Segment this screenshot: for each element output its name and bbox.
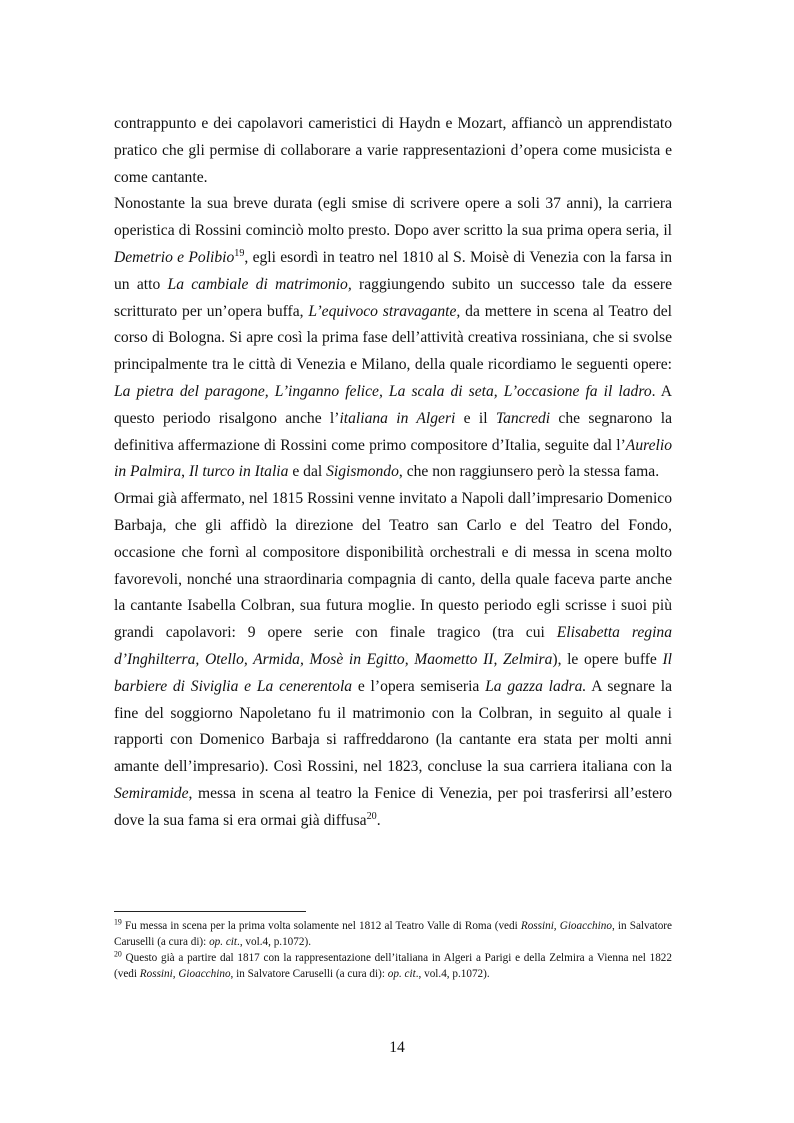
- text-run: ., vol.4, p.1072).: [415, 967, 490, 980]
- paragraph-2: [114, 191, 672, 486]
- citation-title: Rossini, Gioacchino: [520, 920, 612, 932]
- text-run: Questo già a partire dal 1817 con la rappresentazione dell’italiana in Algeri a Parigi e della Zelmira a Vienna nel 1822 (vedi: [114, 952, 672, 980]
- footnotes: [114, 919, 672, 983]
- opera-title: La cambiale di matrimonio,: [167, 275, 352, 293]
- text-run: ), le opere buffe: [552, 650, 663, 668]
- text-run: da mettere in scena al Teatro del corso di Bologna. Si apre così la prima fase dell’attività creativa rossiniana, che si svolse principalmente tra le città di Venezia e Milano, della quale ricordiamo le seguenti opere:: [114, 302, 672, 374]
- opera-titles: Elisabetta regina d’Inghilterra, Otello, Armida, Mosè in Egitto, Maometto II, Zelmira: [114, 624, 672, 668]
- text-run: Ormai già affermato, nel 1815 Rossini venne invitato a Napoli dall’impresario Domenico Barbaja, che gli affidò la direzione del Teatro san Carlo e del Teatro del Fondo, occasione che fornì al compositore disponibilità orchestrali e di messa in scena molto favorevoli, nonché una straordinaria compagnia di canto, della quale faceva parte anche la cantante Isabella Colbran, sua futura moglie. In questo periodo egli scrisse i suoi più grandi capolavori: 9 opere serie con finale tragico (tra cui: [114, 490, 672, 642]
- paragraph-3: [114, 486, 672, 834]
- opera-title: Il turco in Italia: [188, 463, 289, 481]
- text-run: , che non raggiunsero però la stessa fama.: [398, 463, 660, 481]
- footnote-ref-19: 19: [234, 247, 245, 259]
- footnote-ref-20: 20: [366, 810, 377, 822]
- footnote-separator: [114, 911, 306, 912]
- text-run: .: [376, 811, 381, 829]
- text-run: Nonostante la sua breve durata (egli smise di scrivere opere a soli 37 anni), la carriera operistica di Rossini cominciò molto presto. Dopo aver scritto la sua prima opera seria, il: [114, 195, 672, 240]
- text-run: , in Salvatore Caruselli (a cura di):: [114, 920, 672, 948]
- opera-titles: La pietra del paragone, L’inganno felice, La scala di seta, L’occasione fa il ladro: [114, 382, 652, 400]
- opera-title: Sigismondo: [326, 463, 399, 481]
- text-run: , in Salvatore Caruselli (a cura di):: [230, 967, 388, 980]
- page-number: 14: [389, 1039, 405, 1056]
- text-run: raggiungendo subito un successo tale da essere scritturato per un’opera buffa,: [114, 275, 672, 320]
- opera-title: Tancredi: [495, 409, 551, 427]
- text-run: ., vol.4, p.1072).: [237, 935, 311, 948]
- footnote-number: 20: [114, 949, 122, 959]
- text-run: e dal: [288, 463, 327, 481]
- text-run: , messa in scena al teatro la Fenice di Venezia, per poi trasferirsi all’estero dove la sua fama si era ormai già diffusa: [114, 784, 672, 829]
- text-run: ,: [181, 463, 189, 481]
- text-run: A segnare la fine del soggiorno Napoletano fu il matrimonio con la Colbran, in seguito al quale i rapporti con Domenico Barbaja si raffreddarono (la cantante era stata per molti anni amante dell’impresario). Così Rossini, nel 1823, concluse la sua carriera italiana con la: [114, 677, 672, 776]
- citation-title: Rossini, Gioacchino: [139, 967, 231, 980]
- text-run: che segnarono la definitiva affermazione di Rossini come primo compositore d’Italia, seguite dal l’: [114, 409, 672, 454]
- text-run: Fu messa in scena per la prima volta solamente nel 1812 al Teatro Valle di Roma (vedi: [121, 920, 521, 932]
- text-run: e l’opera semiseria: [352, 677, 486, 695]
- citation-abbrev: op. cit: [209, 935, 238, 948]
- opera-title: Demetrio e Polibio: [114, 248, 235, 266]
- opera-title: L’equivoco stravagante,: [308, 302, 461, 320]
- opera-title: Aurelio in Palmira: [114, 436, 672, 481]
- opera-title: La gazza ladra.: [485, 677, 587, 695]
- text-run: , egli esordì in teatro nel 1810 al S. Moisè di Venezia con la farsa in un atto: [114, 248, 672, 293]
- footnote-number: 19: [114, 917, 122, 927]
- opera-title: Semiramide: [114, 784, 189, 802]
- body-text: [114, 111, 672, 835]
- footnote-19: [114, 919, 672, 950]
- text-run: contrappunto e dei capolavori cameristici di Haydn e Mozart, affiancò un apprendistato pratico che gli permise di collaborare a varie rappresentazioni d’opera come musicista e come cantante.: [114, 115, 672, 186]
- citation-abbrev: op. cit: [387, 967, 416, 980]
- opera-titles: Il barbiere di Siviglia e La cenerentola: [114, 650, 672, 695]
- paragraph-1: [114, 111, 672, 191]
- text-run: . A questo periodo risalgono anche l’: [114, 382, 672, 427]
- text-run: e il: [455, 409, 496, 427]
- opera-title: italiana in Algeri: [339, 409, 456, 427]
- footnote-20: [114, 951, 672, 982]
